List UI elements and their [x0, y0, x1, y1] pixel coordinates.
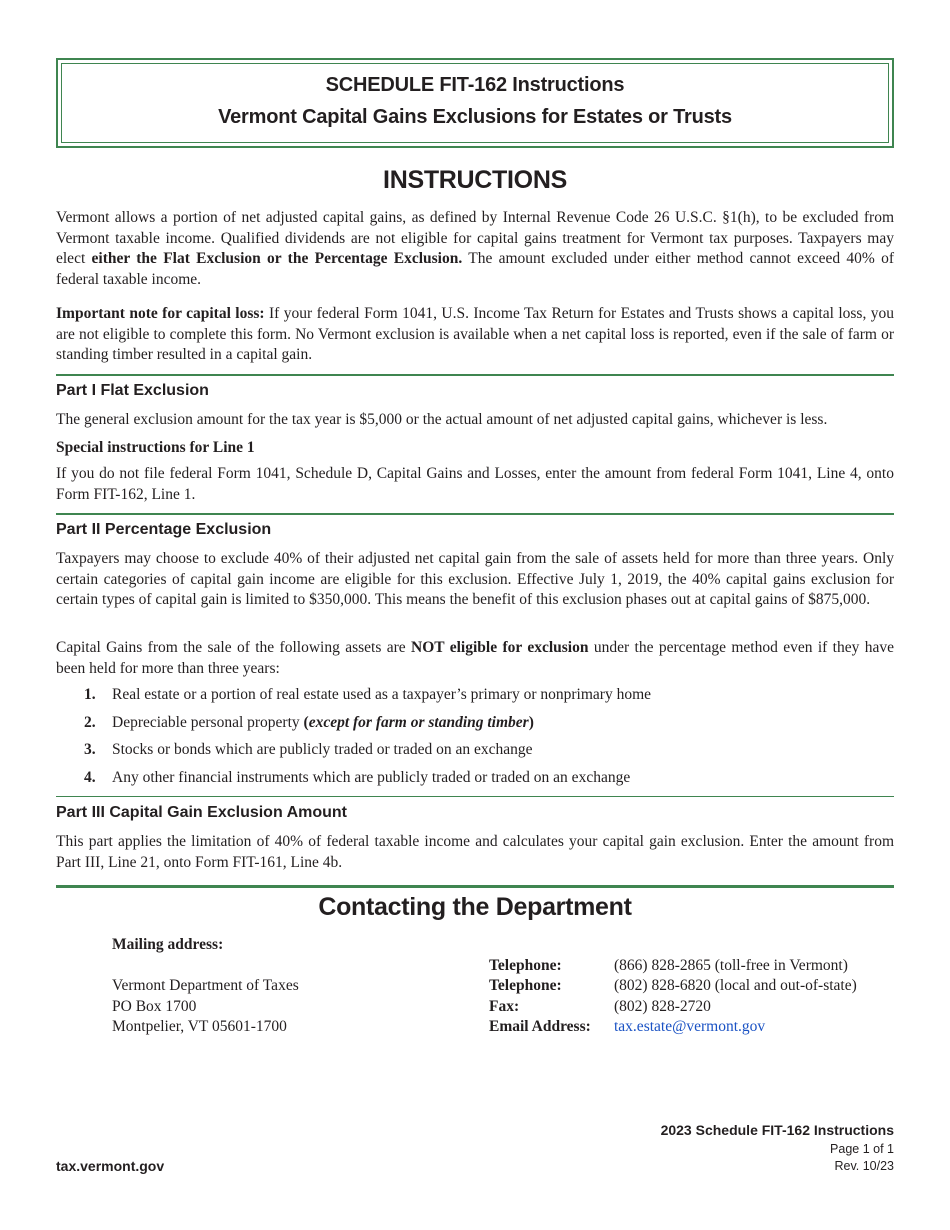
header-inner-border [61, 63, 889, 143]
header-box [56, 58, 894, 148]
assets-text-2: under the percentage method even if they have been held for more than three years: [56, 639, 895, 677]
part3-text: This part applies the limitation of 40% of federal taxable income and calculates your capital gain exclusion. Enter the amount from Part III, Line 21, onto Form FIT-161, Line 4b. [56, 833, 894, 871]
intro-text-2: The amount excluded under either method cannot exceed 40% of federal taxable income. [56, 250, 894, 288]
note-text: If your federal Form 1041, U.S. Income Tax Return for Estates and Trusts shows a capital loss, you are not eligible to complete this form. No Vermont exclusion is available when a net capital loss is reported, even if the sale of farm or standing timber resulted in a capital gain. [56, 305, 894, 364]
instructions-title: INSTRUCTIONS [383, 166, 567, 194]
list-emphasis: except for farm or standing timber [308, 714, 529, 731]
capital-loss-note [56, 304, 894, 366]
part1-text: The general exclusion amount for the tax year is $5,000 or the actual amount of net adjusted capital gains, whichever is less. [56, 411, 828, 428]
list-text: Any other financial instruments which are publicly traded or traded on an exchange [112, 769, 631, 786]
intro-bold: either the Flat Exclusion or the Percentage Exclusion. [91, 250, 463, 268]
list-text: Real estate or a portion of real estate used as a taxpayer’s primary or nonprimary home [112, 686, 652, 703]
contact-title: Contacting the Department [318, 893, 632, 921]
section-divider [56, 374, 894, 376]
email-link[interactable]: tax.estate@vermont.gov [614, 1018, 766, 1035]
list-number: 2. [84, 714, 96, 731]
section-divider [56, 885, 894, 888]
mailing-label: Mailing address: [112, 936, 224, 953]
part3-heading: Part III Capital Gain Exclusion Amount [56, 804, 348, 821]
list-text: Depreciable personal property [112, 714, 304, 731]
part2-assets-paragraph [56, 638, 894, 679]
telephone-tollfree: (866) 828-2865 (toll-free in Vermont) [614, 957, 848, 974]
fax-number: (802) 828-2720 [614, 998, 711, 1015]
intro-paragraph [56, 208, 894, 290]
assets-text-1: Capital Gains from the sale of the following assets are [56, 639, 412, 656]
section-divider [56, 513, 894, 515]
list-item [84, 714, 534, 732]
list-number: 3. [84, 741, 96, 758]
list-item [84, 769, 630, 787]
telephone-label: Telephone: [489, 977, 562, 994]
address-line: Vermont Department of Taxes [112, 977, 299, 994]
list-number: 1. [84, 686, 96, 703]
footer-form-title: 2023 Schedule FIT-162 Instructions [660, 1122, 894, 1138]
footer-website[interactable]: tax.vermont.gov [56, 1158, 165, 1174]
list-text: Stocks or bonds which are publicly traded or traded on an exchange [112, 741, 533, 758]
header-title: SCHEDULE FIT-162 Instructions [325, 74, 625, 96]
part1-special-heading: Special instructions for Line 1 [56, 439, 255, 456]
telephone-label: Telephone: [489, 957, 562, 974]
footer-page-number: Page 1 of 1 [830, 1142, 894, 1156]
part2-text: Taxpayers may choose to exclude 40% of their adjusted net capital gain from the sale of assets held for more than three years. Only certain categories of capital gain income are eligible for this exclusion. Effective July 1, 2019, the 40% capital gains exclusion for certain types of capital gain is limited to $350,000. This means the benefit of this exclusion phases out at capital gains of $875,000. [56, 550, 894, 609]
part1-special-text: If you do not file federal Form 1041, Schedule D, Capital Gains and Losses, enter the amount from federal Form 1041, Line 4, onto Form FIT-162, Line 1. [56, 465, 894, 503]
header-subtitle: Vermont Capital Gains Exclusions for Estates or Trusts [218, 106, 732, 128]
list-item [84, 686, 651, 704]
footer-revision: Rev. 10/23 [834, 1159, 894, 1173]
list-paren-open: ( [303, 714, 309, 731]
address-line: PO Box 1700 [112, 998, 197, 1015]
part1-heading: Part I Flat Exclusion [56, 382, 209, 399]
email-label: Email Address: [489, 1018, 591, 1035]
note-label: Important note for capital loss: [56, 305, 265, 322]
list-paren-close: ) [528, 714, 534, 731]
intro-text-1: Vermont allows a portion of net adjusted capital gains, as defined by Internal Revenue Code 26 U.S.C. §1(h), to be excluded from Vermont taxable income. Qualified dividends are not eligible for capital gains treatment for Vermont tax purposes. Taxpayers may elect [56, 209, 894, 268]
section-divider [56, 796, 894, 797]
assets-bold: NOT eligible for exclusion [411, 639, 589, 656]
address-line: Montpelier, VT 05601-1700 [112, 1018, 287, 1035]
list-item [84, 741, 533, 759]
part2-heading: Part II Percentage Exclusion [56, 521, 272, 538]
telephone-local: (802) 828-6820 (local and out-of-state) [614, 977, 857, 994]
list-number: 4. [84, 769, 96, 786]
fax-label: Fax: [489, 998, 520, 1015]
